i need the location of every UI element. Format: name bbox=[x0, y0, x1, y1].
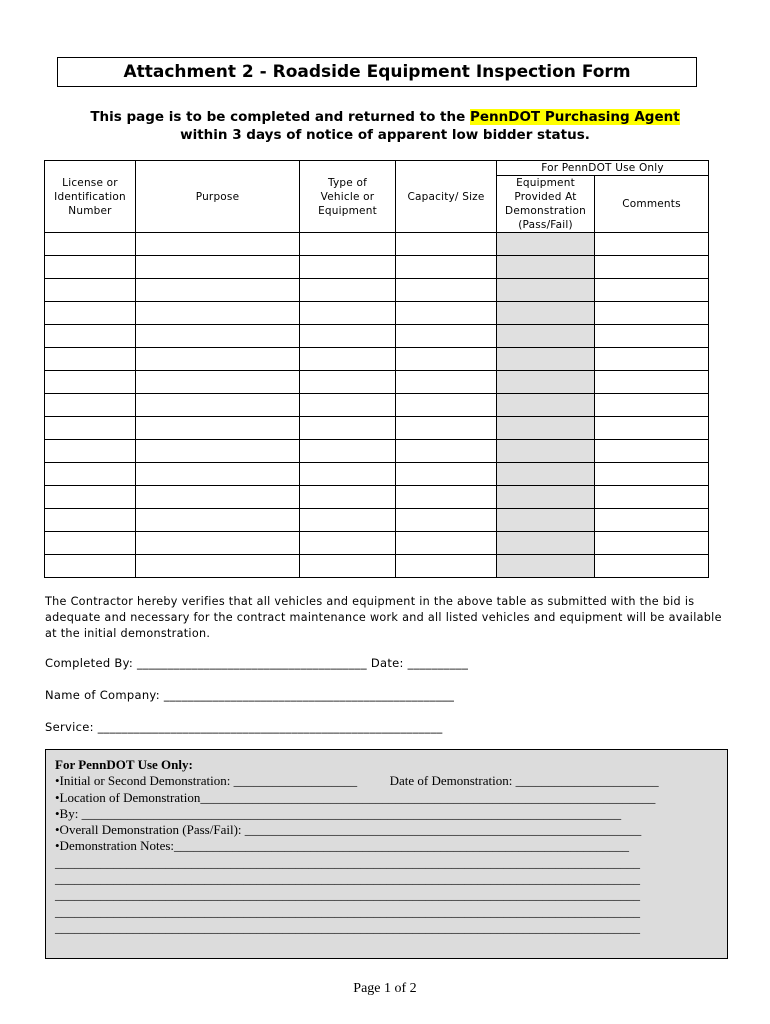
table-row bbox=[45, 233, 709, 256]
equipment-cell[interactable] bbox=[497, 532, 595, 555]
table-row bbox=[45, 302, 709, 325]
purpose-cell[interactable] bbox=[136, 417, 300, 440]
purpose-cell[interactable] bbox=[136, 348, 300, 371]
table-row bbox=[45, 509, 709, 532]
purpose-cell[interactable] bbox=[136, 509, 300, 532]
capacity-cell[interactable] bbox=[396, 555, 497, 578]
type-cell[interactable] bbox=[300, 555, 396, 578]
capacity-cell[interactable] bbox=[396, 440, 497, 463]
notes-line[interactable]: __________________________________________________________________________________________ bbox=[55, 903, 640, 919]
table-row bbox=[45, 440, 709, 463]
type-cell[interactable] bbox=[300, 325, 396, 348]
demonstration-type-field[interactable]: •Initial or Second Demonstration: ___________________ Date of Demonstration: ______________________ bbox=[55, 773, 659, 789]
type-cell[interactable] bbox=[300, 486, 396, 509]
capacity-cell[interactable] bbox=[396, 302, 497, 325]
table-row bbox=[45, 417, 709, 440]
comments-cell[interactable] bbox=[595, 371, 709, 394]
table-row bbox=[45, 256, 709, 279]
comments-cell[interactable] bbox=[595, 440, 709, 463]
notes-line[interactable]: __________________________________________________________________________________________ bbox=[55, 887, 640, 903]
comments-cell[interactable] bbox=[595, 233, 709, 256]
capacity-cell[interactable] bbox=[396, 509, 497, 532]
form-title: Attachment 2 - Roadside Equipment Inspection Form bbox=[57, 57, 697, 87]
equipment-cell[interactable] bbox=[497, 394, 595, 417]
comments-cell[interactable] bbox=[595, 486, 709, 509]
equipment-cell[interactable] bbox=[497, 440, 595, 463]
equipment-cell[interactable] bbox=[497, 555, 595, 578]
equipment-cell[interactable] bbox=[497, 417, 595, 440]
service-field[interactable]: Service: _________________________________________________________ bbox=[45, 720, 443, 734]
license-cell[interactable] bbox=[45, 279, 136, 302]
equipment-cell[interactable] bbox=[497, 509, 595, 532]
equipment-cell[interactable] bbox=[497, 256, 595, 279]
comments-cell[interactable] bbox=[595, 532, 709, 555]
equipment-cell[interactable] bbox=[497, 279, 595, 302]
type-cell[interactable] bbox=[300, 417, 396, 440]
type-cell[interactable] bbox=[300, 348, 396, 371]
comments-cell[interactable] bbox=[595, 256, 709, 279]
equipment-cell[interactable] bbox=[497, 233, 595, 256]
table-row bbox=[45, 555, 709, 578]
license-cell[interactable] bbox=[45, 256, 136, 279]
header-capacity: Capacity/ Size bbox=[396, 161, 497, 233]
instructions bbox=[45, 108, 725, 144]
penndot-use-box bbox=[45, 749, 728, 959]
type-cell[interactable] bbox=[300, 233, 396, 256]
notes-field[interactable]: •Demonstration Notes:______________________________________________________________________ bbox=[55, 838, 630, 854]
capacity-cell[interactable] bbox=[396, 279, 497, 302]
purpose-cell[interactable] bbox=[136, 233, 300, 256]
comments-cell[interactable] bbox=[595, 509, 709, 532]
highlighted-agent: PennDOT Purchasing Agent bbox=[469, 109, 680, 125]
comments-cell[interactable] bbox=[595, 463, 709, 486]
capacity-cell[interactable] bbox=[396, 371, 497, 394]
purpose-cell[interactable] bbox=[136, 371, 300, 394]
completed-by-field[interactable]: Completed By: ______________________________________ Date: __________ bbox=[45, 656, 469, 670]
notes-line[interactable]: __________________________________________________________________________________________ bbox=[55, 919, 640, 935]
comments-cell[interactable] bbox=[595, 348, 709, 371]
equipment-cell[interactable] bbox=[497, 486, 595, 509]
equipment-table bbox=[44, 160, 709, 578]
table-row bbox=[45, 371, 709, 394]
capacity-cell[interactable] bbox=[396, 256, 497, 279]
purpose-cell[interactable] bbox=[136, 440, 300, 463]
purpose-cell[interactable] bbox=[136, 256, 300, 279]
instructions-line2-text: within 3 days of notice of apparent low bidder status. bbox=[180, 127, 590, 143]
comments-cell[interactable] bbox=[595, 302, 709, 325]
equipment-cell[interactable] bbox=[497, 302, 595, 325]
purpose-cell[interactable] bbox=[136, 302, 300, 325]
equipment-cell[interactable] bbox=[497, 371, 595, 394]
license-cell[interactable] bbox=[45, 463, 136, 486]
purpose-cell[interactable] bbox=[136, 555, 300, 578]
purpose-cell[interactable] bbox=[136, 279, 300, 302]
header-purpose: Purpose bbox=[136, 161, 300, 233]
page-number: Page 1 of 2 bbox=[353, 981, 417, 996]
header-penndot-group: For PennDOT Use Only bbox=[497, 161, 709, 176]
header-comments: Comments bbox=[595, 176, 709, 233]
comments-cell[interactable] bbox=[595, 394, 709, 417]
license-cell[interactable] bbox=[45, 394, 136, 417]
license-cell[interactable] bbox=[45, 302, 136, 325]
location-field[interactable]: •Location of Demonstration______________________________________________________________________ bbox=[55, 789, 656, 805]
header-license: License or Identification Number bbox=[45, 161, 136, 233]
table-row bbox=[45, 463, 709, 486]
penndot-box-heading: For PennDOT Use Only: bbox=[55, 757, 193, 772]
license-cell[interactable] bbox=[45, 348, 136, 371]
purpose-cell[interactable] bbox=[136, 394, 300, 417]
type-cell[interactable] bbox=[300, 532, 396, 555]
company-name-field[interactable]: Name of Company: ________________________________________________ bbox=[45, 688, 455, 702]
capacity-cell[interactable] bbox=[396, 394, 497, 417]
license-cell[interactable] bbox=[45, 371, 136, 394]
license-cell[interactable] bbox=[45, 417, 136, 440]
purpose-cell[interactable] bbox=[136, 532, 300, 555]
type-cell[interactable] bbox=[300, 256, 396, 279]
equipment-cell[interactable] bbox=[497, 325, 595, 348]
table-row bbox=[45, 532, 709, 555]
table-row bbox=[45, 279, 709, 302]
notes-line[interactable]: __________________________________________________________________________________________ bbox=[55, 871, 640, 887]
comments-cell[interactable] bbox=[595, 325, 709, 348]
comments-cell[interactable] bbox=[595, 555, 709, 578]
comments-cell[interactable] bbox=[595, 417, 709, 440]
capacity-cell[interactable] bbox=[396, 486, 497, 509]
type-cell[interactable] bbox=[300, 509, 396, 532]
type-cell[interactable] bbox=[300, 394, 396, 417]
type-cell[interactable] bbox=[300, 463, 396, 486]
equipment-cell[interactable] bbox=[497, 348, 595, 371]
license-cell[interactable] bbox=[45, 532, 136, 555]
table-row bbox=[45, 325, 709, 348]
capacity-cell[interactable] bbox=[396, 417, 497, 440]
equipment-cell[interactable] bbox=[497, 463, 595, 486]
overall-result-field[interactable]: •Overall Demonstration (Pass/Fail): _____________________________________________________________ bbox=[55, 822, 642, 838]
by-field[interactable]: •By: ___________________________________________________________________________________ bbox=[55, 805, 622, 821]
purpose-cell[interactable] bbox=[136, 486, 300, 509]
license-cell[interactable] bbox=[45, 325, 136, 348]
header-equipment: Equipment Provided At Demonstration (Pass/Fail) bbox=[497, 176, 595, 233]
comments-cell[interactable] bbox=[595, 279, 709, 302]
notes-line[interactable]: __________________________________________________________________________________________ bbox=[55, 854, 640, 870]
purpose-cell[interactable] bbox=[136, 463, 300, 486]
header-type: Type of Vehicle or Equipment bbox=[300, 161, 396, 233]
license-cell[interactable] bbox=[45, 509, 136, 532]
license-cell[interactable] bbox=[45, 233, 136, 256]
capacity-cell[interactable] bbox=[396, 463, 497, 486]
type-cell[interactable] bbox=[300, 302, 396, 325]
license-cell[interactable] bbox=[45, 555, 136, 578]
table-row bbox=[45, 486, 709, 509]
type-cell[interactable] bbox=[300, 279, 396, 302]
table-row bbox=[45, 348, 709, 371]
license-cell[interactable] bbox=[45, 486, 136, 509]
type-cell[interactable] bbox=[300, 440, 396, 463]
instructions-line1-text: This page is to be completed and returned to the bbox=[90, 109, 470, 125]
table-row bbox=[45, 394, 709, 417]
type-cell[interactable] bbox=[300, 371, 396, 394]
verification-statement: The Contractor hereby verifies that all vehicles and equipment in the above table as submitted with the bid is adequate and necessary for the contract maintenance work and all listed vehicles and equipment will be available at the initial demonstration. bbox=[45, 595, 722, 640]
capacity-cell[interactable] bbox=[396, 233, 497, 256]
capacity-cell[interactable] bbox=[396, 348, 497, 371]
license-cell[interactable] bbox=[45, 440, 136, 463]
capacity-cell[interactable] bbox=[396, 532, 497, 555]
purpose-cell[interactable] bbox=[136, 325, 300, 348]
capacity-cell[interactable] bbox=[396, 325, 497, 348]
